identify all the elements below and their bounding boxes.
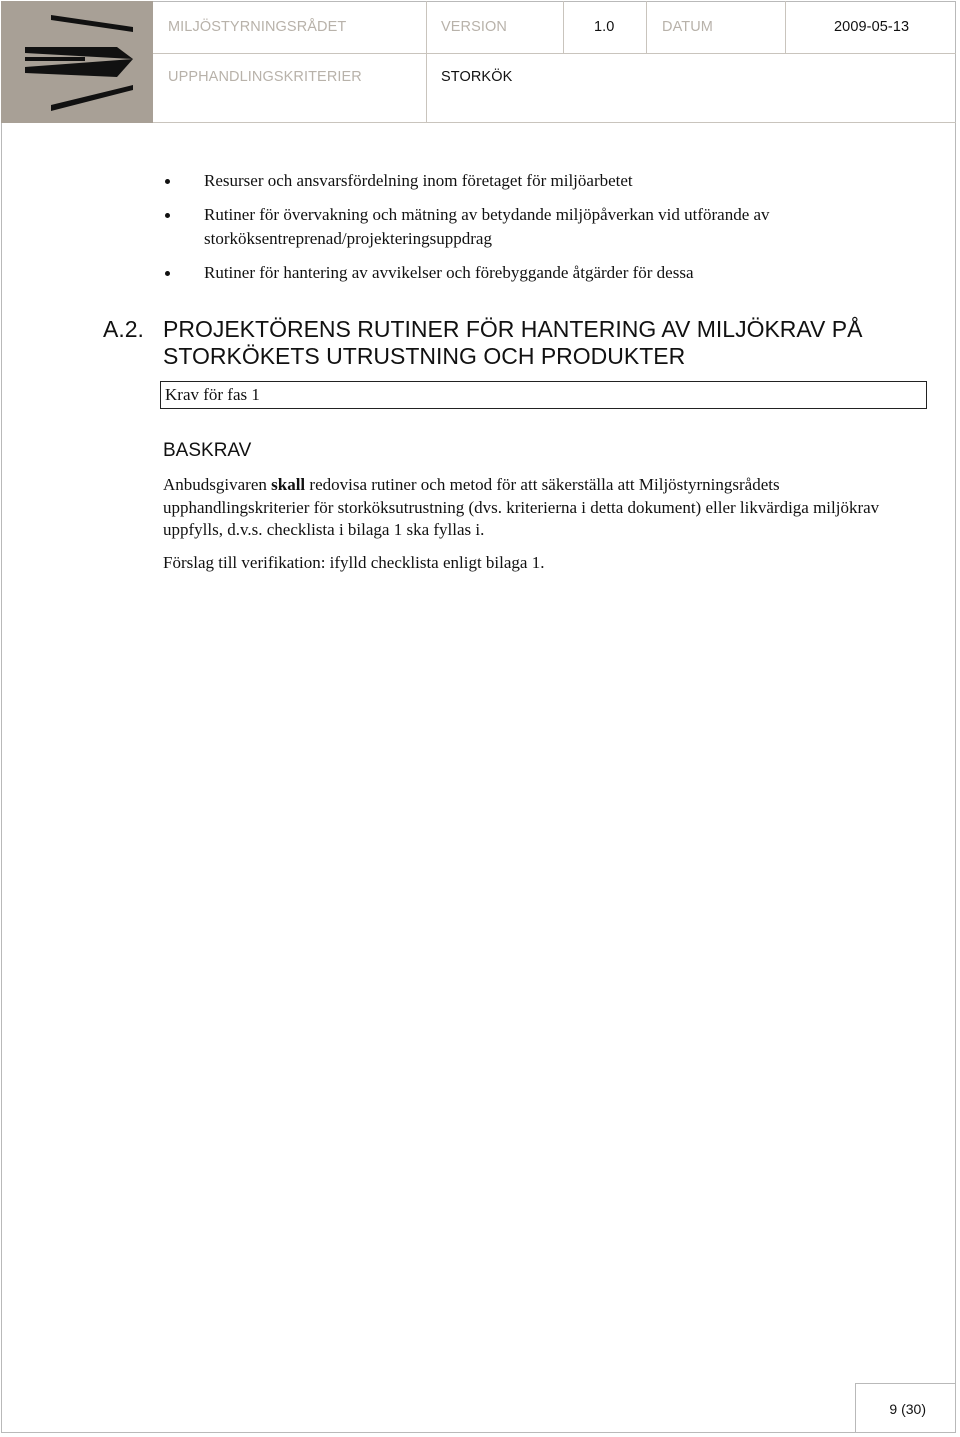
requirement-paragraph <box>163 474 923 542</box>
header-document-type: UPPHANDLINGSKRITERIER <box>168 69 362 85</box>
header-divider-vertical <box>646 1 647 54</box>
header-organization: MILJÖSTYRNINGSRÅDET <box>168 19 347 35</box>
header-date-label: DATUM <box>662 19 713 35</box>
header-divider-bottom <box>153 122 956 123</box>
header-version-value: 1.0 <box>594 19 615 35</box>
requirement-heading: BASKRAV <box>163 440 252 461</box>
header-category: STORKÖK <box>441 69 513 85</box>
header-version-label: VERSION <box>441 19 507 35</box>
bullet-icon <box>165 271 170 276</box>
page-number: 9 (30) <box>889 1401 926 1417</box>
list-item: Rutiner för övervakning och mätning av betydande miljöpåverkan vid utförande av storköksentreprenad/projekteringsuppdrag <box>204 205 770 248</box>
page-number-box <box>855 1383 956 1433</box>
bullet-icon <box>165 179 170 184</box>
phase-box: Krav för fas 1 <box>160 381 927 409</box>
section-title: PROJEKTÖRENS RUTINER FÖR HANTERING AV MILJÖKRAV PÅ STORKÖKETS UTRUSTNING OCH PRODUKTER <box>163 316 863 369</box>
header-divider-vertical <box>426 1 427 123</box>
paragraph-text: redovisa rutiner och metod för att säkerställa att Miljöstyrningsrådets upphandlingskriterier för storköksutrustning (dvs. kriterierna i detta dokument) eller likvärdiga miljökrav uppfylls, d.v.s. checklista i bilaga 1 ska fyllas i. <box>163 475 880 539</box>
header-divider-horizontal <box>153 53 956 54</box>
logo-mark-icon <box>1 1 153 123</box>
header-date-value: 2009-05-13 <box>834 19 910 35</box>
list-item: Rutiner för hantering av avvikelser och förebyggande åtgärder för dessa <box>204 263 694 282</box>
section-number: A.2. <box>103 316 144 342</box>
paragraph-text: Anbudsgivaren <box>163 475 272 494</box>
header-divider-vertical <box>563 1 564 54</box>
list-item: Resurser och ansvarsfördelning inom företaget för miljöarbetet <box>204 171 633 190</box>
bullet-icon <box>165 213 170 218</box>
paragraph-bold-text: skall <box>271 475 306 494</box>
organization-logo <box>1 1 153 123</box>
header-divider-vertical <box>785 1 786 54</box>
verification-text: Förslag till verifikation: ifylld checklista enligt bilaga 1. <box>163 553 545 572</box>
